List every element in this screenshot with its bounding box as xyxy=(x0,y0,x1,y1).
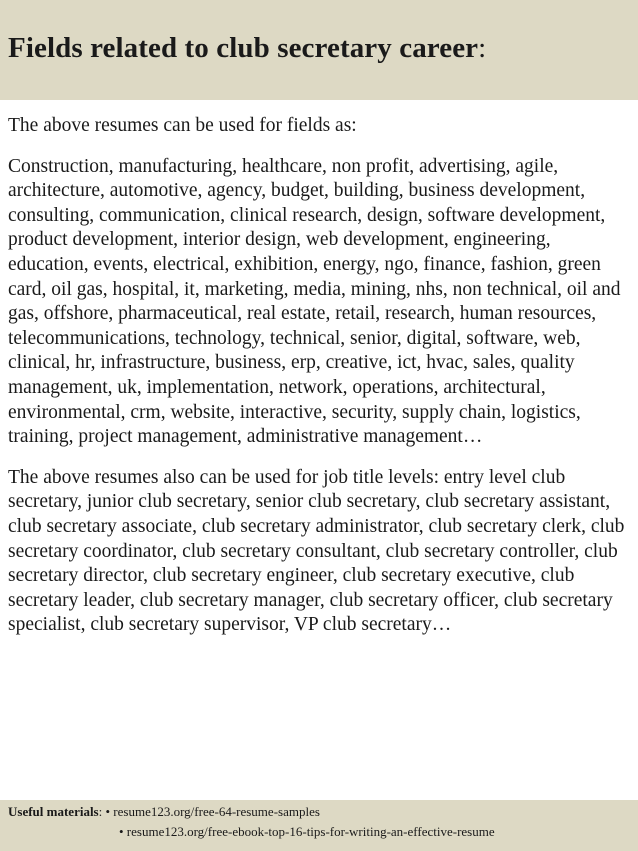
footer-label: Useful materials xyxy=(8,804,99,819)
intro-text: The above resumes can be used for fields as: xyxy=(8,115,357,136)
footer-link-ebook-tips[interactable]: • resume123.org/free-ebook-top-16-tips-for-writing-an-effective-resume xyxy=(119,824,495,839)
page-title-text: Fields related to club secretary career xyxy=(8,32,479,64)
footer-label-colon: : xyxy=(98,804,103,819)
page-title-colon: : xyxy=(478,32,487,64)
footer-row-1 xyxy=(8,802,320,822)
footer-row-2 xyxy=(119,822,495,842)
footer xyxy=(0,800,638,851)
page-title xyxy=(8,32,486,65)
footer-link-resume-samples[interactable]: • resume123.org/free-64-resume-samples xyxy=(105,804,320,819)
main-content xyxy=(8,108,632,638)
fields-paragraph: Construction, manufacturing, healthcare, non profit, advertising, agile, architecture, automotive, agency, budget, building, business development, consulting, communication, clinical research, design, software development, product development, interior design, web development, engineering, education, events, electrical, exhibition, energy, ngo, finance, fashion, green card, oil gas, hospital, it, marketing, media, mining, nhs, non technical, oil and gas, offshore, pharmaceutical, real estate, retail, research, human resources, telecommunications, technology, technical, senior, digital, software, web, clinical, hr, infrastructure, business, erp, creative, ict, hvac, sales, quality management, uk, implementation, network, operations, architectural, environmental, crm, website, interactive, security, supply chain, logistics, training, project management, administrative management… xyxy=(8,155,621,448)
job-levels-paragraph: The above resumes also can be used for job title levels: entry level club secretary, junior club secretary, senior club secretary, club secretary assistant, club secretary associate, club secretary administrator, club secretary clerk, club secretary coordinator, club secretary consultant, club secretary controller, club secretary director, club secretary engineer, club secretary executive, club secretary leader, club secretary manager, club secretary officer, club secretary specialist, club secretary supervisor, VP club secretary… xyxy=(8,466,625,636)
title-bar xyxy=(0,0,638,100)
